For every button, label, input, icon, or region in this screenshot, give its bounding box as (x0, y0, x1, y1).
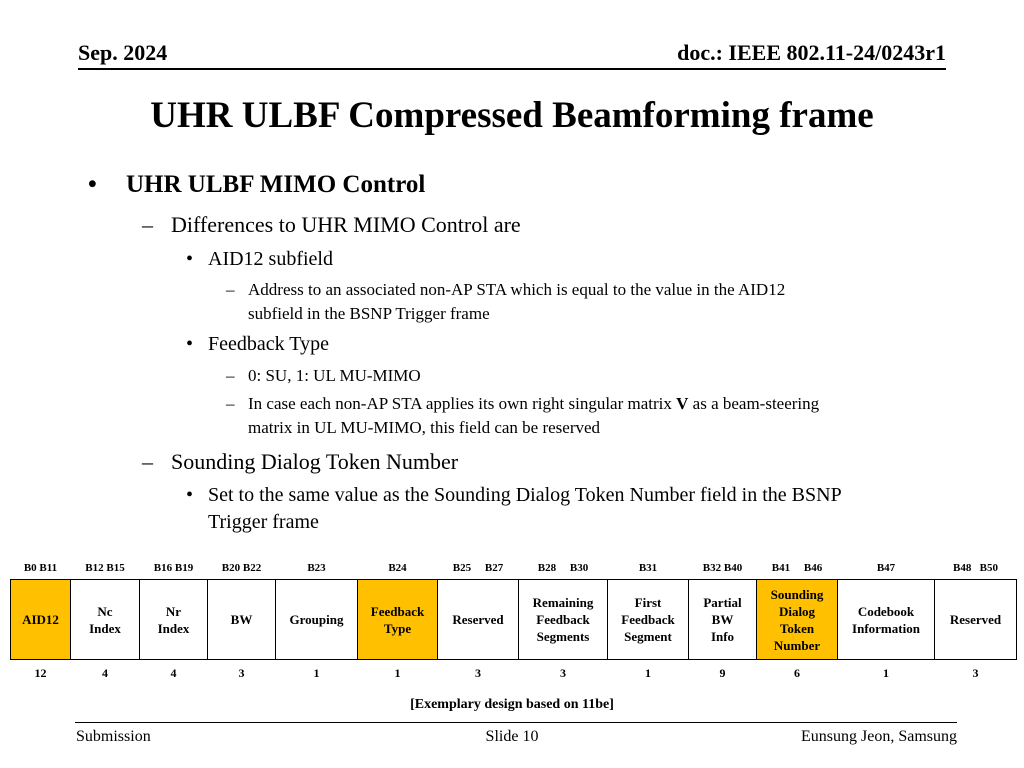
bit-position: B0 B11 (23, 561, 58, 574)
field-size: 9 (719, 665, 726, 680)
bit-position: B41 B46 (771, 561, 823, 574)
subbullet-sounding-dialog-text: Sounding Dialog Token Number (171, 449, 459, 474)
field-size: 3 (475, 665, 481, 680)
bit-position: B47 (876, 561, 896, 574)
aid12-desc-line2: subfield in the BSNP Trigger frame (248, 304, 490, 323)
bit-position: B12 B15 (85, 561, 125, 574)
bit-position: B23 (307, 561, 326, 574)
field-sounding-dialog-token-number: Sounding Dialog Token Number (757, 580, 838, 660)
field-size: 3 (560, 665, 566, 680)
feedback-type-desc-line2: matrix in UL MU-MIMO, this field can be reserved (248, 418, 601, 437)
matrix-v-symbol: V (676, 394, 689, 413)
item-feedback-type-text: Feedback Type (208, 333, 329, 355)
field-grouping: Grouping (276, 580, 358, 660)
field-size: 3 (238, 665, 245, 680)
bit-position: B48 B50 (953, 561, 998, 574)
field-size: 1 (394, 665, 401, 680)
bit-position: B16 B19 (153, 561, 194, 574)
bit-position: B32 B40 (702, 561, 743, 574)
header-rule (78, 68, 946, 70)
bit-position: B20 B22 (221, 561, 262, 574)
field-remaining-feedback-segments: Remaining Feedback Segments (519, 580, 608, 660)
field-size: 12 (34, 665, 47, 680)
slide-title: UHR ULBF Compressed Beamforming frame (150, 95, 874, 136)
field-size: 1 (883, 665, 889, 680)
sdtn-desc-line2: Trigger frame (208, 511, 319, 533)
bit-position: B28 B30 (537, 561, 589, 574)
bit-position: B24 (388, 561, 407, 574)
field-nr-index: Nr Index (140, 580, 208, 660)
field-codebook-information: Codebook Information (838, 580, 935, 660)
field-reserved: Reserved (438, 580, 519, 660)
field-size: 4 (102, 665, 108, 680)
field-size: 3 (972, 665, 979, 680)
bit-positions-row (11, 556, 1017, 580)
field-sizes-row (11, 660, 1017, 687)
mimo-control-field-table (10, 556, 1017, 686)
header-doc-id: doc.: IEEE 802.11-24/0243r1 (677, 40, 946, 65)
field-size: 4 (170, 665, 177, 680)
field-feedback-type: Feedback Type (358, 580, 438, 660)
field-first-feedback-segment: First Feedback Segment (608, 580, 689, 660)
bit-position: B25 B27 (452, 561, 504, 574)
bullet-mimo-control-text: UHR ULBF MIMO Control (126, 171, 426, 198)
subbullet-differences-text: Differences to UHR MIMO Control are (171, 212, 521, 237)
field-size: 6 (794, 665, 800, 680)
field-aid12: AID12 (11, 580, 71, 660)
field-partial-bw-info: Partial BW Info (689, 580, 757, 660)
footer-rule (75, 722, 957, 723)
field-nc-index: Nc Index (71, 580, 140, 660)
item-aid12-text: AID12 subfield (208, 248, 333, 270)
bullet-marker: • (88, 171, 97, 198)
field-bw: BW (208, 580, 276, 660)
footer-submission: Submission (76, 728, 151, 745)
field-size: 1 (313, 665, 320, 680)
table-note: [Exemplary design based on 11be] (410, 697, 614, 712)
field-reserved-2: Reserved (935, 580, 1017, 660)
bit-position: B31 (638, 561, 658, 574)
footer-slide-number: Slide 10 (485, 728, 539, 745)
footer-author: Eunsung Jeon, Samsung (801, 728, 957, 745)
field-size: 1 (645, 665, 651, 680)
field-names-row (11, 580, 1017, 660)
header-date: Sep. 2024 (78, 40, 168, 65)
